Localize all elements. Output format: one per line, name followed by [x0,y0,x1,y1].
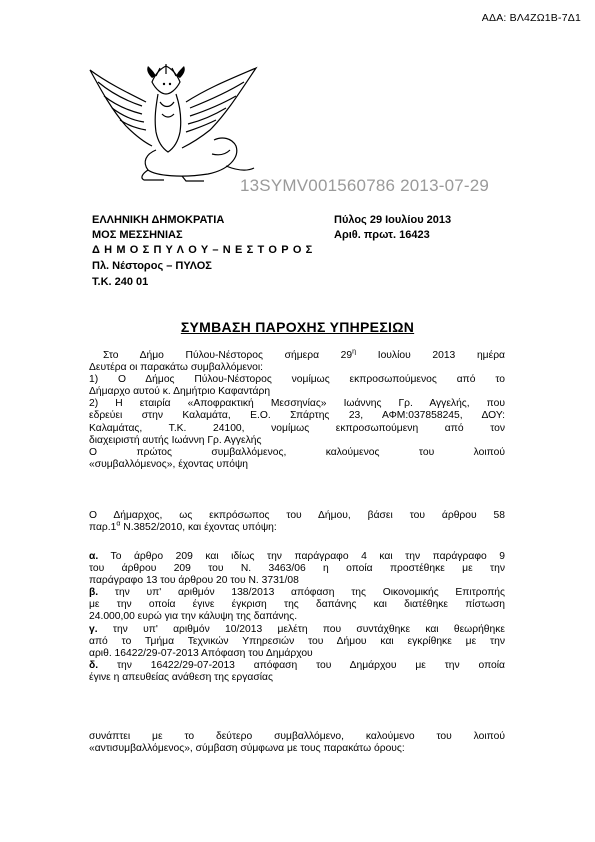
document-id: 13SYMV001560786 2013-07-29 [240,176,490,195]
page-title: ΣΥΜΒΑΣΗ ΠΑΡΟΧΗΣ ΥΠΗΡΕΣΙΩΝ [180,319,415,335]
item-d-line-1: δ. την 16422/29-07-2013 απόφαση του Δημάρχου με την οποία [89,659,505,671]
mayor-section [89,510,505,534]
header-left-4: Πλ. Νέστορος – ΠΥΛΟΣ [92,260,212,272]
item-b-line-1: β. την υπ' αριθμόν 138/2013 απόφαση της Οικονομικής Επιτροπής [89,587,505,599]
item-c-line-2: από το Τμήμα Τεχνικών Υπηρεσιών του Δήμου και εγκρίθηκε με την [89,635,505,647]
closing-line-2: «αντισυμβαλλόμενος», σύμβαση σύμφωνα με τους παρακάτω όρους: [89,743,405,755]
intro-line-1: Στο Δήμο Πύλου-Νέστορος σήμερα $29^\eta$ Ιουλίου 2013 ημέρα [103,348,505,361]
header-left-5: Τ.Κ. 240 01 [92,276,149,288]
intro-line-7: Καλαμάτας, Τ.Κ. 24100, νομίμως εκπροσωπούμενη από τον [89,422,505,434]
intro-line-4: Δήμαρχο αυτού κ. Δημήτριο Καφαντάρη [89,386,271,398]
intro-line-8: διαχειριστή αυτής Ιωάννη Γρ. Αγγελής [89,434,262,446]
header-left-2: ΜΟΣ ΜΕΣΣΗΝΙΑΣ [92,229,183,241]
closing-section [89,731,505,755]
intro-line-5: 2) Η εταιρία «Αποφρακτική Μεσσηνίας» Ιωάννης Γρ. Αγγελής, που [89,398,505,410]
closing-line-1: συνάπτει με το δεύτερο συμβαλλόμενο, καλούμενο του λοιπού [89,731,505,742]
header-date: Πύλος 29 Ιουλίου 2013 [334,214,452,226]
municipality-emblem-icon [86,62,276,182]
mayor-line-2: $\pi\alpha\rho.1^\alpha$ Ν.3852/2010, και έχοντας υπόψη: [89,520,277,534]
item-b-line-3: 24.000,00 ευρώ για την κάλυψη της δαπάνης. [89,611,298,623]
item-b-line-2: με την οποία έγινε έγκριση της δαπάνης και διατέθηκε πίστωση [89,599,505,611]
intro-line-2: Δευτέρα οι παρακάτω συμβαλλόμενοι: [89,362,264,374]
header-left-1: ΕΛΛΗΝΙΚΗ ΔΗΜΟΚΡΑΤΙΑ [92,214,225,226]
intro-line-9: Ο πρώτος συμβαλλόμενος, καλούμενος του λοιπού [89,446,505,458]
items-section [89,551,505,684]
intro-line-6: εδρεύει στην Καλαμάτα, Ε.Ο. Σπάρτης 23, ΑΦΜ:037858245, ΔΟΥ: [89,410,505,422]
item-a-line-2: του άρθρου 209 του Ν. 3463/06 η οποία προστέθηκε με την [89,563,505,575]
item-c-line-3: αριθ. 16422/29-07-2013 Απόφαση του Δημάρχου [89,647,313,659]
intro-line-3: 1) Ο Δήμος Πύλου-Νέστορος νομίμως εκπροσωπούμενος από το [89,374,505,386]
header-left-3: Δ Η Μ Ο Σ Π Υ Λ Ο Υ – Ν Ε Σ Τ Ο Ρ Ο Σ [92,244,313,256]
intro-line-10: «συμβαλλόμενος», έχοντας υπόψη [89,458,249,470]
header-protocol: Αριθ. πρωτ. 16423 [334,229,430,241]
item-c-line-1: γ. την υπ' αριθμόν 10/2013 μελέτη που συντάχθηκε και θεωρήθηκε [89,623,505,635]
item-a-line-3: παράγραφο 13 του άρθρου 20 του Ν. 3731/08 [89,575,299,587]
intro-section [89,350,505,471]
mayor-line-1: Ο Δήμαρχος, ως εκπρόσωπος του Δήμου, βάσει του άρθρου 58 [89,510,505,521]
item-a-line-1: α. Το άρθρο 209 και ιδίως την παράγραφο 4 και την παράγραφο 9 [89,551,505,562]
item-d-line-2: έγινε η απευθείας ανάθεση της εργασίας [89,671,273,683]
ada-code: ΑΔΑ: ΒΛ4ΖΩ1Β-7Δ1 [481,12,581,24]
